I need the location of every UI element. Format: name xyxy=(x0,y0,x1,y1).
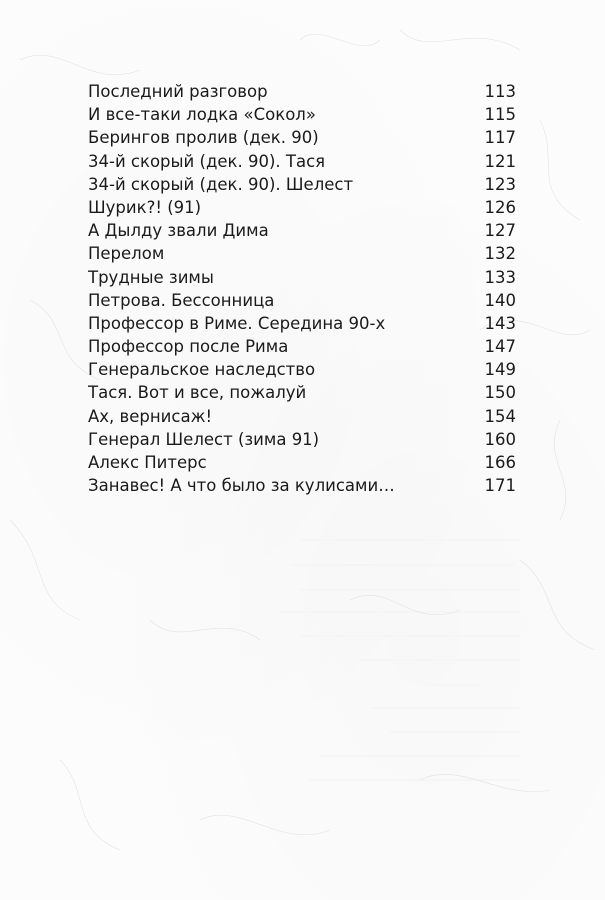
toc-entry-title: Генерал Шелест (зима 91) xyxy=(88,429,320,449)
toc-entry-page: 160 xyxy=(484,429,516,449)
toc-entry xyxy=(88,126,516,149)
toc-entry-title: 34-й скорый (дек. 90). Шелест xyxy=(88,174,354,194)
toc-entry xyxy=(88,266,516,289)
toc-entry-page: 154 xyxy=(484,406,516,426)
toc-entry-title: Тася. Вот и все, пожалуй xyxy=(88,383,307,403)
toc-entry xyxy=(88,358,516,381)
toc-entry xyxy=(88,173,516,196)
toc-entry xyxy=(88,196,516,219)
toc-entry-title: Профессор в Риме. Середина 90-х xyxy=(88,313,386,333)
toc-entry-page: 166 xyxy=(484,453,516,472)
toc-entry-page: 171 xyxy=(484,476,516,496)
toc-entry-title: Шурик?! (91) xyxy=(88,197,202,217)
toc-entry-title: Алекс Питерс xyxy=(88,453,207,472)
toc-entry-page: 123 xyxy=(484,174,516,194)
toc-entry-title: Занавес! А что было за кулисами… xyxy=(88,476,395,496)
toc-entry xyxy=(88,312,516,335)
toc-entry xyxy=(88,428,516,451)
toc-entry-page: 132 xyxy=(484,244,516,264)
toc-entry xyxy=(88,219,516,242)
toc-entry-page: 140 xyxy=(484,290,516,310)
toc-entry-page: 127 xyxy=(484,221,516,241)
toc-entry-title: Трудные зимы xyxy=(88,267,214,287)
toc-entry-title: А Дылду звали Дима xyxy=(88,221,269,241)
toc-entry-title: Петрова. Бессонница xyxy=(88,290,275,310)
toc-entry-page: 150 xyxy=(484,383,516,403)
toc-entry-title: 34-й скорый (дек. 90). Тася xyxy=(88,151,326,171)
toc-entry xyxy=(88,405,516,428)
toc-entry-title: Берингов пролив (дек. 90) xyxy=(88,128,319,148)
toc-entry-page: 117 xyxy=(484,128,516,148)
toc-entry xyxy=(88,474,516,497)
toc-entry-page: 115 xyxy=(484,105,516,125)
toc-entry-title: Профессор после Рима xyxy=(88,337,289,357)
toc-entry-title: И все-таки лодка «Сокол» xyxy=(88,105,316,125)
toc-entry-page: 147 xyxy=(484,337,516,357)
toc-entry-page: 143 xyxy=(484,313,516,333)
toc-entry xyxy=(88,335,516,358)
toc-entry-title: Генеральское наследство xyxy=(88,360,316,380)
table-of-contents xyxy=(88,80,516,497)
toc-entry-page: 121 xyxy=(484,151,516,171)
toc-entry xyxy=(88,103,516,126)
toc-entry-title: Последний разговор xyxy=(88,82,268,101)
toc-entry xyxy=(88,80,516,103)
toc-entry-page: 113 xyxy=(484,82,516,101)
toc-entry xyxy=(88,242,516,265)
toc-entry-page: 149 xyxy=(484,360,516,380)
toc-entry-page: 133 xyxy=(484,267,516,287)
toc-entry xyxy=(88,451,516,474)
toc-entry xyxy=(88,381,516,404)
toc-entry xyxy=(88,289,516,312)
toc-entry xyxy=(88,150,516,173)
toc-entry-page: 126 xyxy=(484,197,516,217)
toc-entry-title: Перелом xyxy=(88,244,165,264)
toc-entry-title: Ах, вернисаж! xyxy=(88,406,213,426)
